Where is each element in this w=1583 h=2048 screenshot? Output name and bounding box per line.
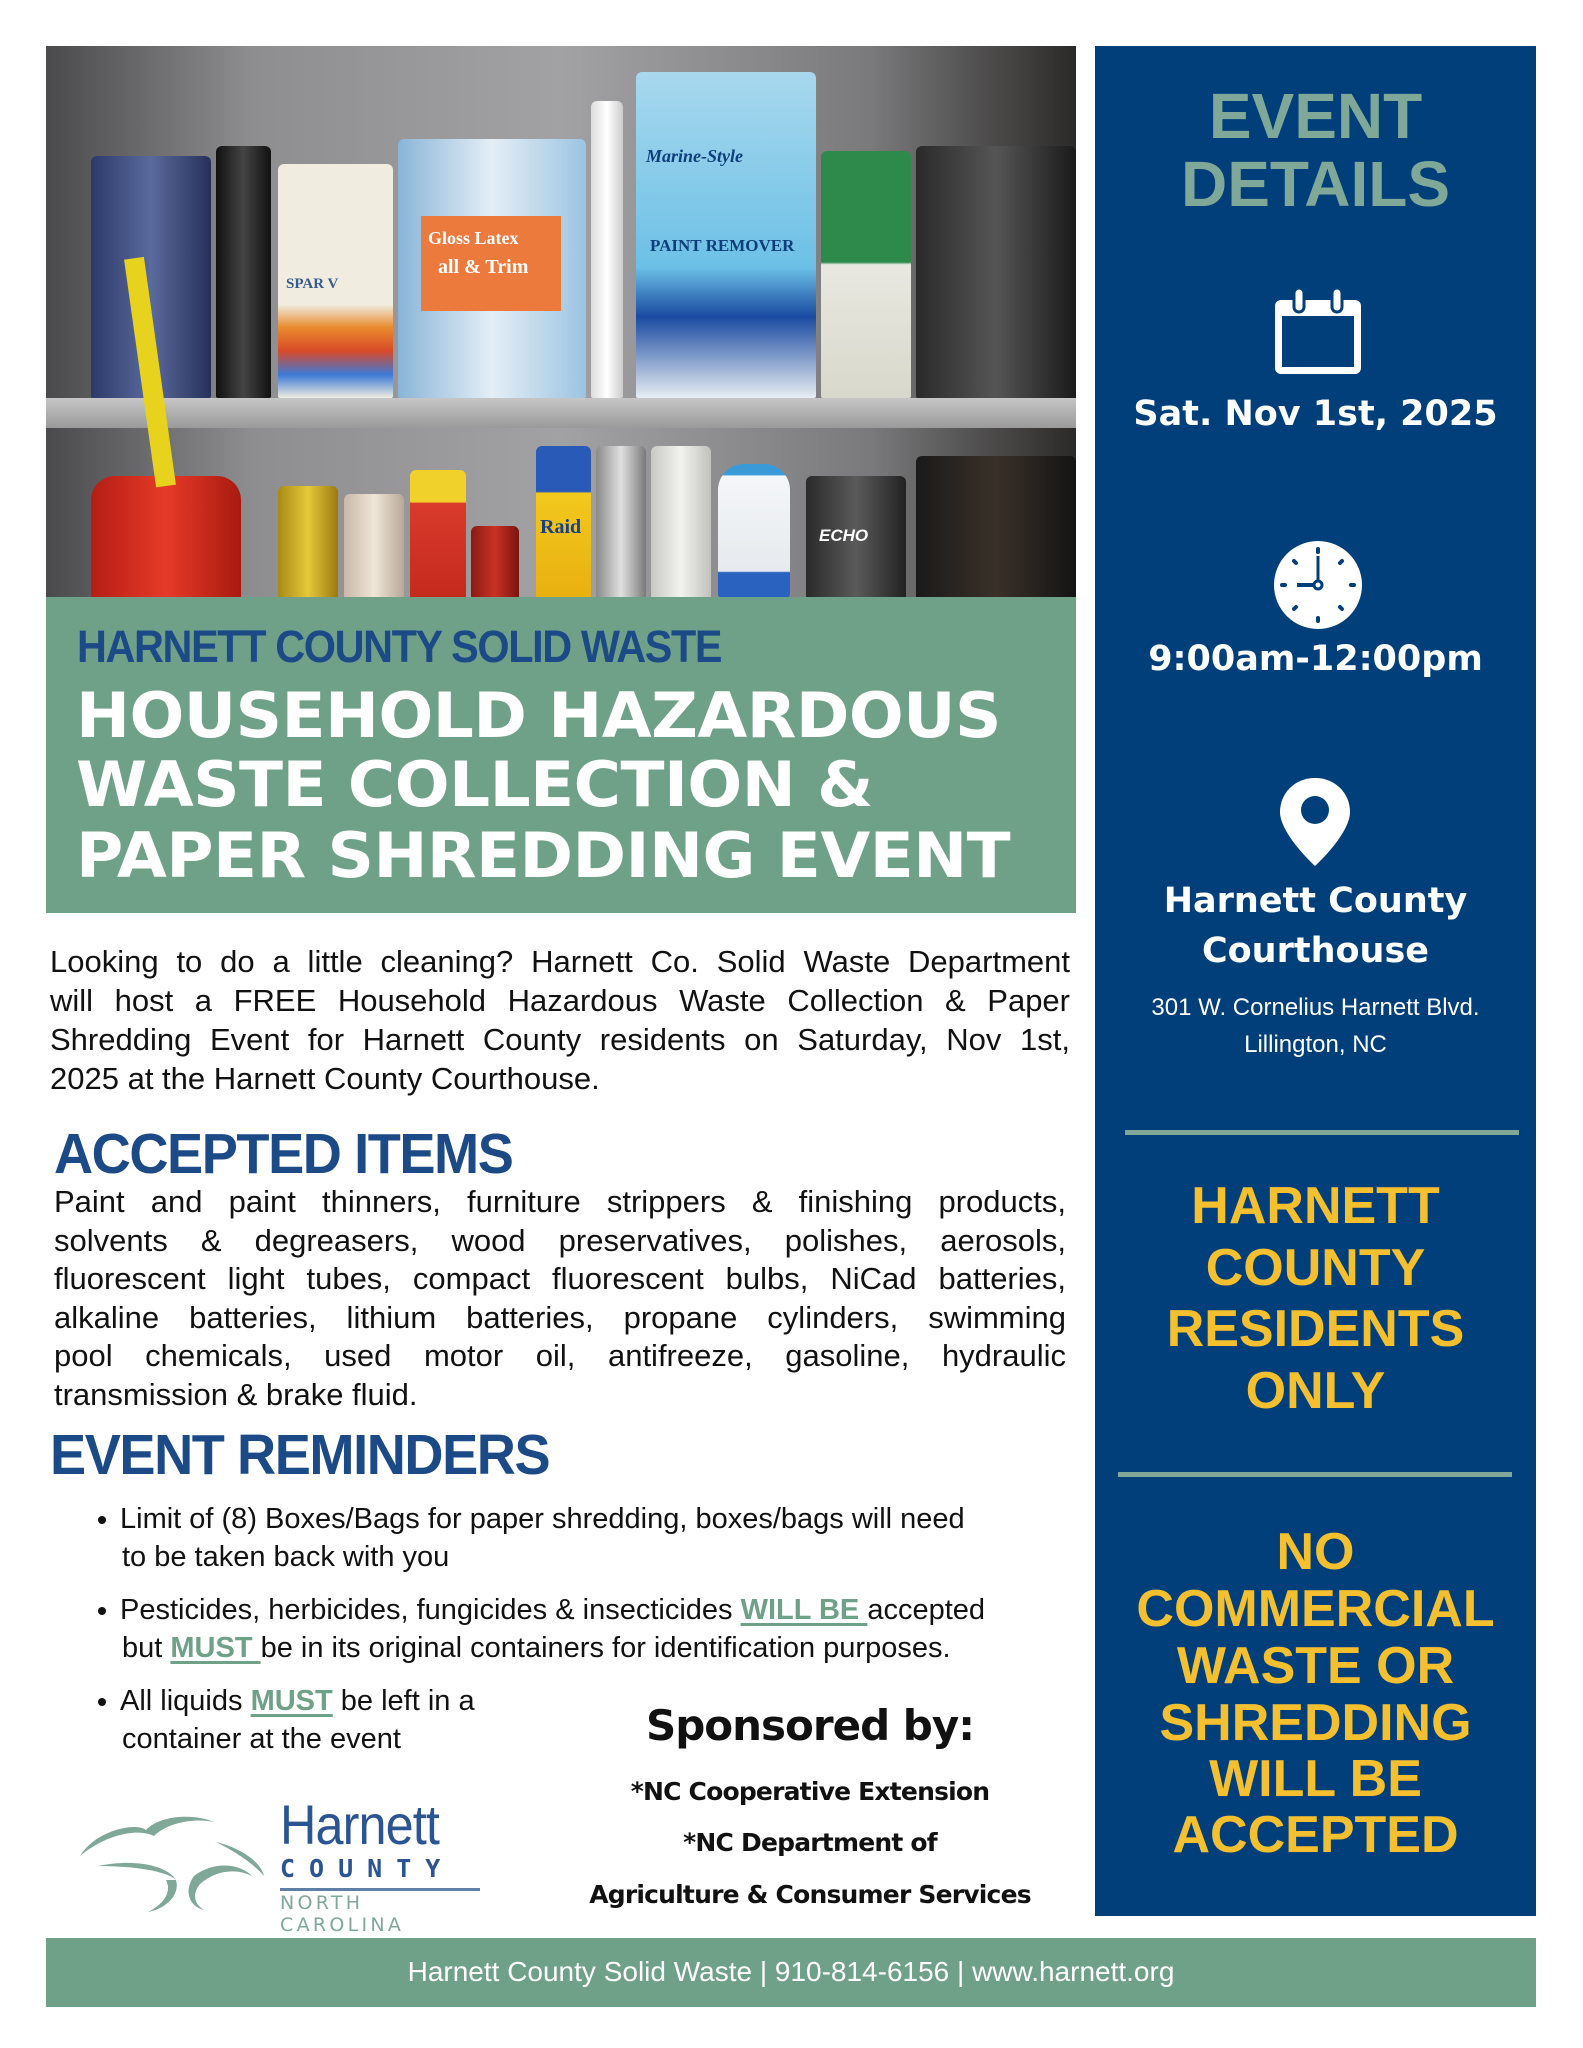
event-date: Sat. Nov 1st, 2025: [1133, 394, 1498, 434]
title-banner: [46, 597, 1076, 913]
event-title-line-1: HOUSEHOLD HAZARDOUS: [76, 679, 1001, 752]
intro-line: will host a FREE Household Hazardous Waste Collection & Paper: [50, 983, 1070, 1018]
photo-bottle-dark: [916, 456, 1076, 598]
emphasis-must: MUST: [250, 1685, 333, 1717]
event-title-line-3: PAPER SHREDDING EVENT: [76, 819, 1011, 892]
emphasis-must: MUST: [170, 1632, 261, 1664]
reminder-text: All liquids: [120, 1685, 251, 1717]
harnett-county-logo: [76, 1793, 486, 1936]
bullet-icon: [98, 1698, 106, 1706]
reminder-line: [98, 1594, 985, 1627]
reminder-text: be in its original containers for identification purposes.: [260, 1632, 951, 1664]
photo-label: ECHO: [819, 526, 869, 545]
photo-jug-white: [651, 446, 711, 598]
reminder-line: [98, 1503, 965, 1536]
reminder-text: to be taken back with you: [122, 1541, 450, 1573]
organization-subtitle: HARNETT COUNTY SOLID WASTE: [77, 621, 722, 672]
logo-divider: [280, 1888, 480, 1891]
calendar-icon: [1270, 286, 1366, 378]
address-line-1: 301 W. Cornelius Harnett Blvd.: [1151, 994, 1480, 1021]
reminder-text: but: [122, 1632, 171, 1664]
no-commercial-line: ACCEPTED: [1172, 1806, 1459, 1864]
accepted-line: alkaline batteries, lithium batteries, propane cylinders, swimming: [54, 1300, 1066, 1335]
bullet-icon: [98, 1516, 106, 1524]
accepted-items-heading: ACCEPTED ITEMS: [54, 1122, 513, 1186]
photo-can-remover: [636, 72, 816, 398]
sponsor-line: *NC Cooperative Extension: [630, 1777, 990, 1806]
residents-line: COUNTY: [1205, 1239, 1426, 1297]
photo-caulk-tube: [591, 101, 623, 398]
accepted-line: solvents & degreasers, wood preservatives, polishes, aerosols,: [54, 1223, 1066, 1258]
accepted-line: fluorescent light tubes, compact fluorescent bulbs, NiCad batteries,: [54, 1261, 1066, 1296]
clock-icon: [1273, 540, 1363, 630]
sponsored-by-heading: Sponsored by:: [645, 1701, 975, 1750]
hero-photo: [46, 46, 1076, 598]
event-details-sidebar: [1095, 46, 1536, 1916]
event-details-heading-line-2: DETAILS: [1180, 148, 1451, 220]
bullet-icon: [98, 1607, 106, 1615]
location-name-line-1: Harnett County: [1163, 881, 1468, 921]
event-details-heading-line-1: EVENT: [1208, 80, 1423, 152]
photo-can-red: [410, 470, 466, 598]
reminder-text: accepted: [867, 1594, 986, 1626]
residents-line: ONLY: [1245, 1362, 1386, 1420]
sidebar-divider: [1125, 1130, 1519, 1135]
photo-label: SPAR V: [286, 276, 339, 292]
intro-line: Looking to do a little cleaning? Harnett Co. Solid Waste Department: [50, 944, 1070, 979]
no-commercial-line: COMMERCIAL: [1136, 1580, 1495, 1638]
photo-tin-yellow: [278, 486, 338, 598]
reminder-text: Limit of (8) Boxes/Bags for paper shredding, boxes/bags will need: [120, 1503, 965, 1535]
no-commercial-line: NO: [1276, 1523, 1355, 1581]
footer-contact-text: Harnett County Solid Waste | 910-814-6156 | www.harnett.org: [407, 1956, 1175, 1987]
address-line-2: Lillington, NC: [1244, 1031, 1387, 1058]
no-commercial-line: SHREDDING: [1159, 1694, 1472, 1752]
intro-line: Shredding Event for Harnett County residents on Saturday, Nov 1st,: [50, 1022, 1070, 1057]
photo-spray-silver: [596, 446, 646, 598]
photo-label: all & Trim: [438, 256, 529, 278]
emphasis-will-be: WILL BE: [740, 1594, 868, 1626]
logo-state-text: NORTH CAROLINA: [280, 1892, 405, 1936]
photo-spray-black: [216, 146, 271, 398]
photo-can-green: [821, 151, 911, 398]
photo-label: Marine-Style: [646, 146, 743, 166]
photo-label: Gloss Latex: [428, 228, 519, 248]
accepted-line: Paint and paint thinners, furniture strippers & finishing products,: [54, 1184, 1066, 1219]
reminder-text: be left in a: [332, 1685, 475, 1717]
footer-bar: [46, 1938, 1536, 2007]
reminder-text: container at the event: [122, 1723, 401, 1755]
sponsor-line: *NC Department of: [683, 1828, 937, 1857]
accepted-line: transmission & brake fluid.: [54, 1377, 418, 1412]
photo-label: PAINT REMOVER: [650, 236, 795, 255]
reminder-text: Pesticides, herbicides, fungicides & insecticides: [120, 1594, 741, 1626]
reminder-line: [98, 1685, 475, 1718]
no-commercial-line: WILL BE: [1209, 1750, 1422, 1808]
intro-line: 2025 at the Harnett County Courthouse.: [50, 1061, 600, 1096]
photo-tin-white: [344, 494, 404, 598]
tree-logo-icon: [76, 1800, 276, 1915]
map-pin-icon: [1277, 776, 1353, 868]
reminder-line: [122, 1632, 951, 1665]
event-time: 9:00am-12:00pm: [1148, 639, 1483, 679]
sidebar-divider: [1118, 1472, 1512, 1477]
photo-bottle-red: [471, 526, 519, 598]
photo-shelf: [46, 398, 1076, 428]
event-title-line-2: WASTE COLLECTION &: [76, 748, 873, 821]
residents-line: RESIDENTS: [1166, 1300, 1465, 1358]
location-name-line-2: Courthouse: [1201, 931, 1430, 971]
photo-can-dark: [916, 146, 1076, 398]
accepted-line: pool chemicals, used motor oil, antifreeze, gasoline, hydraulic: [54, 1338, 1066, 1373]
residents-line: HARNETT: [1191, 1177, 1440, 1235]
logo-county-text: COUNTY: [280, 1854, 455, 1883]
photo-gas-can: [91, 476, 241, 598]
photo-label: Raid: [540, 516, 582, 538]
sponsor-line: Agriculture & Consumer Services: [589, 1880, 1031, 1909]
event-reminders-heading: EVENT REMINDERS: [50, 1423, 550, 1487]
photo-bleach-bottle: [718, 464, 790, 598]
no-commercial-line: WASTE OR: [1176, 1637, 1455, 1695]
logo-harnett-text: Harnett: [280, 1793, 439, 1856]
